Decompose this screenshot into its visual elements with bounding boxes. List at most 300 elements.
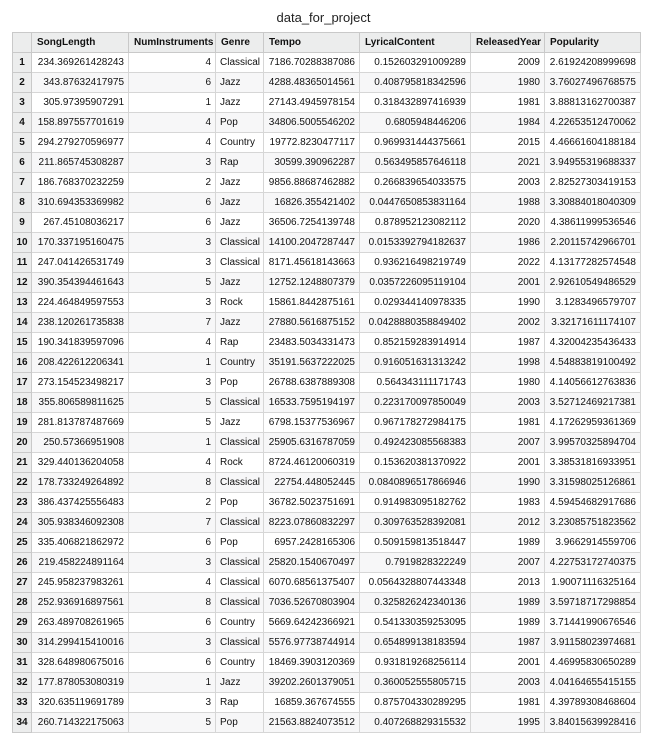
cell-lyrical-content[interactable]: 0.0447650853831164 <box>360 193 471 213</box>
table-row[interactable] <box>13 453 641 473</box>
cell-song-length[interactable]: 250.57366951908 <box>32 433 129 453</box>
cell-released-year[interactable]: 1995 <box>471 713 545 733</box>
row-index[interactable]: 32 <box>13 673 32 693</box>
cell-song-length[interactable]: 252.936916897561 <box>32 593 129 613</box>
table-row[interactable] <box>13 713 641 733</box>
cell-popularity[interactable]: 4.38611999536546 <box>545 213 641 233</box>
cell-song-length[interactable]: 238.120261735838 <box>32 313 129 333</box>
cell-genre[interactable]: Jazz <box>216 673 264 693</box>
cell-num-instruments[interactable]: 3 <box>129 373 216 393</box>
cell-genre[interactable]: Country <box>216 653 264 673</box>
row-index[interactable]: 17 <box>13 373 32 393</box>
cell-released-year[interactable]: 1998 <box>471 353 545 373</box>
cell-song-length[interactable]: 219.458224891164 <box>32 553 129 573</box>
cell-lyrical-content[interactable]: 0.916051631313242 <box>360 353 471 373</box>
cell-num-instruments[interactable]: 6 <box>129 533 216 553</box>
cell-tempo[interactable]: 23483.5034331473 <box>264 333 360 353</box>
cell-num-instruments[interactable]: 4 <box>129 53 216 73</box>
table-row[interactable] <box>13 193 641 213</box>
cell-lyrical-content[interactable]: 0.325826242340136 <box>360 593 471 613</box>
cell-genre[interactable]: Classical <box>216 593 264 613</box>
cell-popularity[interactable]: 4.17262959361369 <box>545 413 641 433</box>
row-index[interactable]: 2 <box>13 73 32 93</box>
cell-genre[interactable]: Country <box>216 353 264 373</box>
cell-released-year[interactable]: 2020 <box>471 213 545 233</box>
cell-popularity[interactable]: 3.30884018040309 <box>545 193 641 213</box>
spreadsheet-view[interactable] <box>12 32 640 728</box>
cell-lyrical-content[interactable]: 0.875704330289295 <box>360 693 471 713</box>
cell-song-length[interactable]: 314.299415410016 <box>32 633 129 653</box>
cell-lyrical-content[interactable]: 0.360052555805715 <box>360 673 471 693</box>
cell-tempo[interactable]: 5576.97738744914 <box>264 633 360 653</box>
corner-cell[interactable] <box>13 33 32 53</box>
table-row[interactable] <box>13 613 641 633</box>
cell-song-length[interactable]: 320.635119691789 <box>32 693 129 713</box>
cell-released-year[interactable]: 2001 <box>471 653 545 673</box>
cell-num-instruments[interactable]: 5 <box>129 393 216 413</box>
cell-song-length[interactable]: 329.440136204058 <box>32 453 129 473</box>
cell-num-instruments[interactable]: 1 <box>129 433 216 453</box>
cell-num-instruments[interactable]: 8 <box>129 473 216 493</box>
cell-num-instruments[interactable]: 4 <box>129 133 216 153</box>
row-index[interactable]: 18 <box>13 393 32 413</box>
cell-released-year[interactable]: 1981 <box>471 413 545 433</box>
cell-song-length[interactable]: 234.369261428243 <box>32 53 129 73</box>
table-row[interactable] <box>13 273 641 293</box>
cell-released-year[interactable]: 2001 <box>471 273 545 293</box>
cell-lyrical-content[interactable]: 0.223170097850049 <box>360 393 471 413</box>
cell-genre[interactable]: Classical <box>216 513 264 533</box>
cell-popularity[interactable]: 3.9662914559706 <box>545 533 641 553</box>
cell-num-instruments[interactable]: 6 <box>129 213 216 233</box>
cell-released-year[interactable]: 2013 <box>471 573 545 593</box>
cell-popularity[interactable]: 4.14056612763836 <box>545 373 641 393</box>
cell-genre[interactable]: Jazz <box>216 213 264 233</box>
cell-released-year[interactable]: 1984 <box>471 113 545 133</box>
cell-tempo[interactable]: 7186.70288387086 <box>264 53 360 73</box>
table-row[interactable] <box>13 353 641 373</box>
row-index[interactable]: 5 <box>13 133 32 153</box>
cell-released-year[interactable]: 1986 <box>471 233 545 253</box>
cell-song-length[interactable]: 281.813787487669 <box>32 413 129 433</box>
cell-num-instruments[interactable]: 3 <box>129 253 216 273</box>
cell-song-length[interactable]: 343.87632417975 <box>32 73 129 93</box>
row-index[interactable]: 33 <box>13 693 32 713</box>
cell-genre[interactable]: Classical <box>216 233 264 253</box>
table-row[interactable] <box>13 553 641 573</box>
table-row[interactable] <box>13 93 641 113</box>
cell-num-instruments[interactable]: 2 <box>129 173 216 193</box>
row-index[interactable]: 34 <box>13 713 32 733</box>
cell-tempo[interactable]: 39202.2601379051 <box>264 673 360 693</box>
cell-song-length[interactable]: 386.437425556483 <box>32 493 129 513</box>
cell-tempo[interactable]: 34806.5005546202 <box>264 113 360 133</box>
cell-popularity[interactable]: 4.46995830650289 <box>545 653 641 673</box>
cell-lyrical-content[interactable]: 0.152603291009289 <box>360 53 471 73</box>
cell-num-instruments[interactable]: 3 <box>129 633 216 653</box>
cell-lyrical-content[interactable]: 0.936216498219749 <box>360 253 471 273</box>
row-index[interactable]: 20 <box>13 433 32 453</box>
cell-released-year[interactable]: 2007 <box>471 433 545 453</box>
cell-genre[interactable]: Classical <box>216 473 264 493</box>
column-header[interactable]: Genre <box>216 33 264 53</box>
cell-tempo[interactable]: 12752.1248807379 <box>264 273 360 293</box>
cell-lyrical-content[interactable]: 0.408795818342596 <box>360 73 471 93</box>
column-header[interactable]: LyricalContent <box>360 33 471 53</box>
cell-tempo[interactable]: 16859.367674555 <box>264 693 360 713</box>
cell-popularity[interactable]: 3.59718717298854 <box>545 593 641 613</box>
cell-tempo[interactable]: 14100.2047287447 <box>264 233 360 253</box>
cell-released-year[interactable]: 1990 <box>471 473 545 493</box>
table-row[interactable] <box>13 53 641 73</box>
row-index[interactable]: 11 <box>13 253 32 273</box>
cell-song-length[interactable]: 245.958237983261 <box>32 573 129 593</box>
cell-tempo[interactable]: 5669.64242366921 <box>264 613 360 633</box>
cell-tempo[interactable]: 21563.8824073512 <box>264 713 360 733</box>
cell-tempo[interactable]: 27880.5616875152 <box>264 313 360 333</box>
cell-genre[interactable]: Rock <box>216 453 264 473</box>
cell-lyrical-content[interactable]: 0.541330359253095 <box>360 613 471 633</box>
cell-song-length[interactable]: 305.97395907291 <box>32 93 129 113</box>
table-row[interactable] <box>13 313 641 333</box>
cell-lyrical-content[interactable]: 0.654899138183594 <box>360 633 471 653</box>
cell-tempo[interactable]: 15861.8442875161 <box>264 293 360 313</box>
table-row[interactable] <box>13 673 641 693</box>
cell-released-year[interactable]: 2022 <box>471 253 545 273</box>
cell-num-instruments[interactable]: 8 <box>129 593 216 613</box>
cell-song-length[interactable]: 224.464849597553 <box>32 293 129 313</box>
row-index[interactable]: 26 <box>13 553 32 573</box>
cell-genre[interactable]: Rock <box>216 293 264 313</box>
cell-tempo[interactable]: 26788.6387889308 <box>264 373 360 393</box>
cell-song-length[interactable]: 247.041426531749 <box>32 253 129 273</box>
cell-genre[interactable]: Classical <box>216 573 264 593</box>
cell-song-length[interactable]: 186.768370232259 <box>32 173 129 193</box>
cell-num-instruments[interactable]: 4 <box>129 113 216 133</box>
cell-popularity[interactable]: 3.88813162700387 <box>545 93 641 113</box>
row-index[interactable]: 13 <box>13 293 32 313</box>
cell-song-length[interactable]: 305.938346092308 <box>32 513 129 533</box>
row-index[interactable]: 21 <box>13 453 32 473</box>
cell-lyrical-content[interactable]: 0.318432897416939 <box>360 93 471 113</box>
cell-song-length[interactable]: 178.733249264892 <box>32 473 129 493</box>
cell-popularity[interactable]: 3.76027496768575 <box>545 73 641 93</box>
cell-genre[interactable]: Classical <box>216 393 264 413</box>
cell-popularity[interactable]: 3.71441990676546 <box>545 613 641 633</box>
cell-lyrical-content[interactable]: 0.0428880358849402 <box>360 313 471 333</box>
cell-tempo[interactable]: 4288.48365014561 <box>264 73 360 93</box>
table-row[interactable] <box>13 433 641 453</box>
row-index[interactable]: 1 <box>13 53 32 73</box>
column-header[interactable]: Tempo <box>264 33 360 53</box>
cell-genre[interactable]: Classical <box>216 53 264 73</box>
cell-released-year[interactable]: 2003 <box>471 393 545 413</box>
cell-lyrical-content[interactable]: 0.878952123082112 <box>360 213 471 233</box>
table-row[interactable] <box>13 693 641 713</box>
cell-popularity[interactable]: 4.04164655415155 <box>545 673 641 693</box>
cell-lyrical-content[interactable]: 0.967178272984175 <box>360 413 471 433</box>
table-row[interactable] <box>13 253 641 273</box>
cell-popularity[interactable]: 2.82527303419153 <box>545 173 641 193</box>
cell-tempo[interactable]: 8724.46120060319 <box>264 453 360 473</box>
cell-lyrical-content[interactable]: 0.153620381370922 <box>360 453 471 473</box>
column-header[interactable]: NumInstruments <box>129 33 216 53</box>
table-row[interactable] <box>13 573 641 593</box>
cell-tempo[interactable]: 27143.4945978154 <box>264 93 360 113</box>
cell-lyrical-content[interactable]: 0.029344140978335 <box>360 293 471 313</box>
cell-genre[interactable]: Country <box>216 613 264 633</box>
cell-released-year[interactable]: 1987 <box>471 633 545 653</box>
row-index[interactable]: 25 <box>13 533 32 553</box>
row-index[interactable]: 30 <box>13 633 32 653</box>
cell-song-length[interactable]: 273.154523498217 <box>32 373 129 393</box>
cell-genre[interactable]: Country <box>216 133 264 153</box>
cell-num-instruments[interactable]: 1 <box>129 673 216 693</box>
table-row[interactable] <box>13 113 641 133</box>
cell-lyrical-content[interactable]: 0.931819268256114 <box>360 653 471 673</box>
cell-popularity[interactable]: 4.59454682917686 <box>545 493 641 513</box>
cell-popularity[interactable]: 2.20115742966701 <box>545 233 641 253</box>
table-row[interactable] <box>13 653 641 673</box>
cell-genre[interactable]: Jazz <box>216 313 264 333</box>
table-row[interactable] <box>13 213 641 233</box>
cell-genre[interactable]: Rap <box>216 693 264 713</box>
cell-tempo[interactable]: 18469.3903120369 <box>264 653 360 673</box>
cell-released-year[interactable]: 1980 <box>471 73 545 93</box>
cell-num-instruments[interactable]: 1 <box>129 93 216 113</box>
cell-tempo[interactable]: 22754.448052445 <box>264 473 360 493</box>
cell-released-year[interactable]: 1988 <box>471 193 545 213</box>
cell-popularity[interactable]: 3.23085751823562 <box>545 513 641 533</box>
cell-released-year[interactable]: 1989 <box>471 533 545 553</box>
row-index[interactable]: 7 <box>13 173 32 193</box>
cell-lyrical-content[interactable]: 0.266839654033575 <box>360 173 471 193</box>
cell-song-length[interactable]: 177.878053080319 <box>32 673 129 693</box>
row-index[interactable]: 6 <box>13 153 32 173</box>
cell-tempo[interactable]: 6070.68561375407 <box>264 573 360 593</box>
column-header[interactable]: SongLength <box>32 33 129 53</box>
cell-lyrical-content[interactable]: 0.509159813518447 <box>360 533 471 553</box>
cell-song-length[interactable]: 158.897557701619 <box>32 113 129 133</box>
cell-tempo[interactable]: 6798.15377536967 <box>264 413 360 433</box>
cell-released-year[interactable]: 1990 <box>471 293 545 313</box>
cell-released-year[interactable]: 2012 <box>471 513 545 533</box>
table-row[interactable] <box>13 633 641 653</box>
row-index[interactable]: 22 <box>13 473 32 493</box>
cell-released-year[interactable]: 1981 <box>471 93 545 113</box>
cell-num-instruments[interactable]: 4 <box>129 453 216 473</box>
row-index[interactable]: 27 <box>13 573 32 593</box>
row-index[interactable]: 14 <box>13 313 32 333</box>
cell-num-instruments[interactable]: 4 <box>129 333 216 353</box>
cell-num-instruments[interactable]: 3 <box>129 693 216 713</box>
cell-popularity[interactable]: 3.38531816933951 <box>545 453 641 473</box>
cell-num-instruments[interactable]: 5 <box>129 413 216 433</box>
cell-genre[interactable]: Jazz <box>216 93 264 113</box>
cell-num-instruments[interactable]: 5 <box>129 273 216 293</box>
cell-tempo[interactable]: 36782.5023751691 <box>264 493 360 513</box>
cell-song-length[interactable]: 355.806589811625 <box>32 393 129 413</box>
cell-popularity[interactable]: 4.22653512470062 <box>545 113 641 133</box>
row-index[interactable]: 9 <box>13 213 32 233</box>
cell-tempo[interactable]: 7036.52670803904 <box>264 593 360 613</box>
cell-genre[interactable]: Jazz <box>216 73 264 93</box>
cell-lyrical-content[interactable]: 0.0564328807443348 <box>360 573 471 593</box>
cell-genre[interactable]: Rap <box>216 333 264 353</box>
row-index[interactable]: 15 <box>13 333 32 353</box>
table-row[interactable] <box>13 293 641 313</box>
cell-num-instruments[interactable]: 6 <box>129 73 216 93</box>
cell-song-length[interactable]: 328.648980675016 <box>32 653 129 673</box>
table-row[interactable] <box>13 413 641 433</box>
row-index[interactable]: 10 <box>13 233 32 253</box>
cell-released-year[interactable]: 1989 <box>471 593 545 613</box>
cell-song-length[interactable]: 211.865745308287 <box>32 153 129 173</box>
cell-genre[interactable]: Jazz <box>216 273 264 293</box>
cell-lyrical-content[interactable]: 0.564343111171743 <box>360 373 471 393</box>
cell-popularity[interactable]: 3.31598025126861 <box>545 473 641 493</box>
cell-num-instruments[interactable]: 7 <box>129 513 216 533</box>
cell-tempo[interactable]: 6957.2428165306 <box>264 533 360 553</box>
cell-song-length[interactable]: 294.279270596977 <box>32 133 129 153</box>
cell-genre[interactable]: Pop <box>216 373 264 393</box>
table-row[interactable] <box>13 73 641 93</box>
cell-tempo[interactable]: 8171.45618143663 <box>264 253 360 273</box>
cell-popularity[interactable]: 4.13177282574548 <box>545 253 641 273</box>
cell-lyrical-content[interactable]: 0.7919828322249 <box>360 553 471 573</box>
cell-song-length[interactable]: 208.422612206341 <box>32 353 129 373</box>
cell-released-year[interactable]: 2009 <box>471 53 545 73</box>
cell-genre[interactable]: Pop <box>216 113 264 133</box>
cell-tempo[interactable]: 30599.390962287 <box>264 153 360 173</box>
cell-num-instruments[interactable]: 6 <box>129 613 216 633</box>
cell-released-year[interactable]: 1980 <box>471 373 545 393</box>
cell-genre[interactable]: Jazz <box>216 413 264 433</box>
cell-released-year[interactable]: 2003 <box>471 673 545 693</box>
cell-num-instruments[interactable]: 3 <box>129 553 216 573</box>
row-index[interactable]: 23 <box>13 493 32 513</box>
cell-num-instruments[interactable]: 3 <box>129 293 216 313</box>
cell-num-instruments[interactable]: 3 <box>129 153 216 173</box>
cell-lyrical-content[interactable]: 0.6805948446206 <box>360 113 471 133</box>
cell-genre[interactable]: Pop <box>216 713 264 733</box>
cell-lyrical-content[interactable]: 0.0153392794182637 <box>360 233 471 253</box>
cell-popularity[interactable]: 4.22753172740375 <box>545 553 641 573</box>
row-index[interactable]: 19 <box>13 413 32 433</box>
cell-lyrical-content[interactable]: 0.0357226095119104 <box>360 273 471 293</box>
cell-lyrical-content[interactable]: 0.563495857646118 <box>360 153 471 173</box>
cell-tempo[interactable]: 36506.7254139748 <box>264 213 360 233</box>
row-index[interactable]: 29 <box>13 613 32 633</box>
cell-genre[interactable]: Pop <box>216 533 264 553</box>
cell-song-length[interactable]: 170.337195160475 <box>32 233 129 253</box>
cell-lyrical-content[interactable]: 0.852159283914914 <box>360 333 471 353</box>
cell-num-instruments[interactable]: 2 <box>129 493 216 513</box>
cell-popularity[interactable]: 3.91158023974681 <box>545 633 641 653</box>
cell-released-year[interactable]: 2003 <box>471 173 545 193</box>
table-row[interactable] <box>13 333 641 353</box>
table-row[interactable] <box>13 173 641 193</box>
cell-lyrical-content[interactable]: 0.492423085568383 <box>360 433 471 453</box>
cell-tempo[interactable]: 16826.355421402 <box>264 193 360 213</box>
cell-popularity[interactable]: 1.90071116325164 <box>545 573 641 593</box>
table-row[interactable] <box>13 533 641 553</box>
cell-lyrical-content[interactable]: 0.0840896517866946 <box>360 473 471 493</box>
cell-num-instruments[interactable]: 1 <box>129 353 216 373</box>
table-row[interactable] <box>13 133 641 153</box>
cell-num-instruments[interactable]: 3 <box>129 233 216 253</box>
cell-genre[interactable]: Classical <box>216 553 264 573</box>
cell-song-length[interactable]: 310.694353369982 <box>32 193 129 213</box>
cell-released-year[interactable]: 1981 <box>471 693 545 713</box>
row-index[interactable]: 12 <box>13 273 32 293</box>
cell-tempo[interactable]: 35191.5637222025 <box>264 353 360 373</box>
cell-lyrical-content[interactable]: 0.914983095182762 <box>360 493 471 513</box>
table-row[interactable] <box>13 493 641 513</box>
cell-popularity[interactable]: 3.52712469217381 <box>545 393 641 413</box>
cell-tempo[interactable]: 8223.07860832297 <box>264 513 360 533</box>
row-index[interactable]: 16 <box>13 353 32 373</box>
cell-song-length[interactable]: 190.341839597096 <box>32 333 129 353</box>
row-index[interactable]: 24 <box>13 513 32 533</box>
cell-genre[interactable]: Rap <box>216 153 264 173</box>
cell-popularity[interactable]: 2.61924208999698 <box>545 53 641 73</box>
cell-genre[interactable]: Classical <box>216 433 264 453</box>
cell-lyrical-content[interactable]: 0.309763528392081 <box>360 513 471 533</box>
cell-genre[interactable]: Pop <box>216 493 264 513</box>
cell-num-instruments[interactable]: 5 <box>129 713 216 733</box>
cell-genre[interactable]: Classical <box>216 253 264 273</box>
cell-popularity[interactable]: 3.84015639928416 <box>545 713 641 733</box>
cell-released-year[interactable]: 1989 <box>471 613 545 633</box>
cell-lyrical-content[interactable]: 0.407268829315532 <box>360 713 471 733</box>
cell-genre[interactable]: Jazz <box>216 173 264 193</box>
cell-tempo[interactable]: 9856.88687462882 <box>264 173 360 193</box>
column-header[interactable]: ReleasedYear <box>471 33 545 53</box>
cell-lyrical-content[interactable]: 0.969931444375661 <box>360 133 471 153</box>
cell-song-length[interactable]: 390.354394461643 <box>32 273 129 293</box>
table-row[interactable] <box>13 513 641 533</box>
cell-released-year[interactable]: 2001 <box>471 453 545 473</box>
cell-genre[interactable]: Classical <box>216 633 264 653</box>
cell-song-length[interactable]: 263.489708261965 <box>32 613 129 633</box>
cell-released-year[interactable]: 2002 <box>471 313 545 333</box>
table-row[interactable] <box>13 153 641 173</box>
cell-released-year[interactable]: 2021 <box>471 153 545 173</box>
cell-popularity[interactable]: 4.46661604188184 <box>545 133 641 153</box>
cell-song-length[interactable]: 260.714322175063 <box>32 713 129 733</box>
cell-tempo[interactable]: 25820.1540670497 <box>264 553 360 573</box>
column-header[interactable]: Popularity <box>545 33 641 53</box>
cell-popularity[interactable]: 3.1283496579707 <box>545 293 641 313</box>
row-index[interactable]: 28 <box>13 593 32 613</box>
cell-num-instruments[interactable]: 4 <box>129 573 216 593</box>
cell-released-year[interactable]: 2015 <box>471 133 545 153</box>
cell-released-year[interactable]: 2007 <box>471 553 545 573</box>
cell-song-length[interactable]: 335.406821862972 <box>32 533 129 553</box>
cell-popularity[interactable]: 3.94955319688337 <box>545 153 641 173</box>
cell-tempo[interactable]: 25905.6316787059 <box>264 433 360 453</box>
table-row[interactable] <box>13 233 641 253</box>
cell-num-instruments[interactable]: 6 <box>129 193 216 213</box>
table-row[interactable] <box>13 473 641 493</box>
cell-genre[interactable]: Jazz <box>216 193 264 213</box>
cell-num-instruments[interactable]: 7 <box>129 313 216 333</box>
cell-popularity[interactable]: 2.92610549486529 <box>545 273 641 293</box>
cell-tempo[interactable]: 19772.8230477117 <box>264 133 360 153</box>
cell-popularity[interactable]: 4.32004235436433 <box>545 333 641 353</box>
cell-released-year[interactable]: 1987 <box>471 333 545 353</box>
